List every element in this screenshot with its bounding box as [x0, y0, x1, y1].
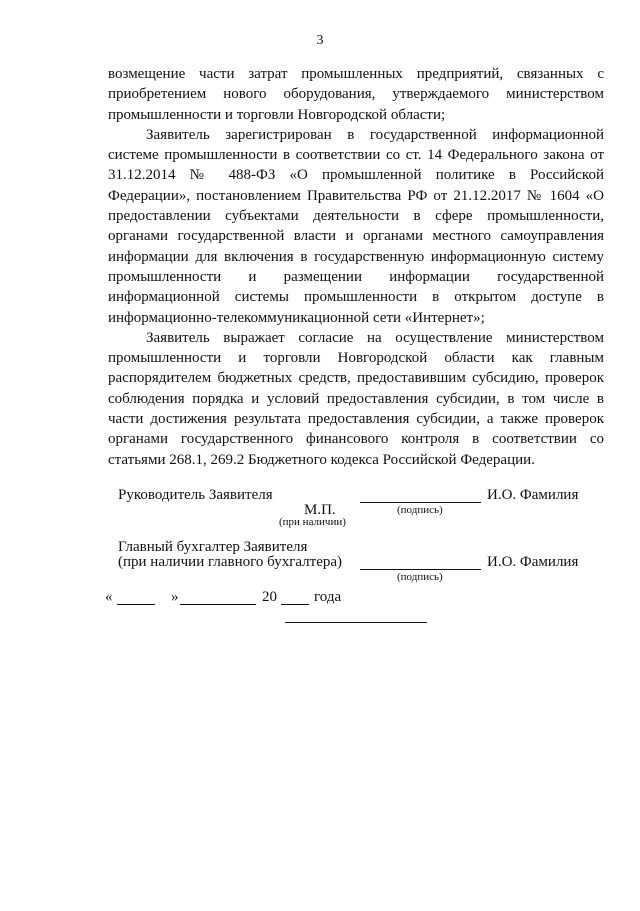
accountant-note: (при наличии главного бухгалтера)	[118, 554, 343, 570]
paragraph-continuation: возмещение части затрат промышленных предприятий, связанных с приобретением нового оборудования, утверждаемого министерством промышленности и торговли Новгородской области;	[108, 66, 604, 123]
paragraph-consent: Заявитель выражает согласие на осуществление министерством промышленности и торговли Новгородской области как главным распорядителем бюджетных средств, предоставившим субсидию, проверок соблюдения порядка и условий предоставления субсидии, в том числе в части достижения результата предоставления субсидии, а также проверок органами государственного финансового контроля в соответствии со статьями 268.1, 269.2 Бюджетного кодекса Российской Федерации.	[108, 329, 604, 468]
date-close-quote: »	[171, 589, 179, 605]
head-label: Руководитель Заявителя	[118, 487, 273, 503]
date-day-blank	[117, 604, 155, 605]
accountant-signature-line	[360, 569, 481, 570]
stamp-label: М.П.	[304, 502, 336, 518]
closing-separator-line	[285, 622, 427, 623]
head-signature-caption: (подпись)	[397, 504, 443, 516]
date-century: 20	[262, 589, 277, 605]
accountant-name-placeholder: И.О. Фамилия	[487, 554, 579, 570]
head-signature-line	[360, 502, 481, 503]
date-year-word: года	[314, 589, 342, 605]
head-name-placeholder: И.О. Фамилия	[487, 487, 579, 503]
date-year-blank	[281, 604, 309, 605]
paragraph-registration: Заявитель зарегистрирован в государственной информационной системе промышленности в соответствии со ст. 14 Федерального закона от 31.12.2014 № 488-ФЗ «О промышленной политике в Российской Федерации», постановлением Правительства РФ от 21.12.2017 № 1604 «О предоставлении субъектами деятельности в сфере промышленности, органами государственной власти и органами местного самоуправления информации для включения в государственную информационную систему промышленности и размещении информации государственной информационной системы промышленности в открытом доступе в информационно-телекоммуникационной сети «Интернет»;	[108, 126, 604, 326]
document-body	[108, 64, 604, 470]
page-number: 3	[316, 33, 324, 48]
date-month-blank	[180, 604, 256, 605]
accountant-label: Главный бухгалтер Заявителя	[118, 539, 308, 555]
stamp-note: (при наличии)	[279, 516, 346, 528]
date-open-quote: «	[105, 589, 113, 605]
accountant-signature-caption: (подпись)	[397, 571, 443, 583]
